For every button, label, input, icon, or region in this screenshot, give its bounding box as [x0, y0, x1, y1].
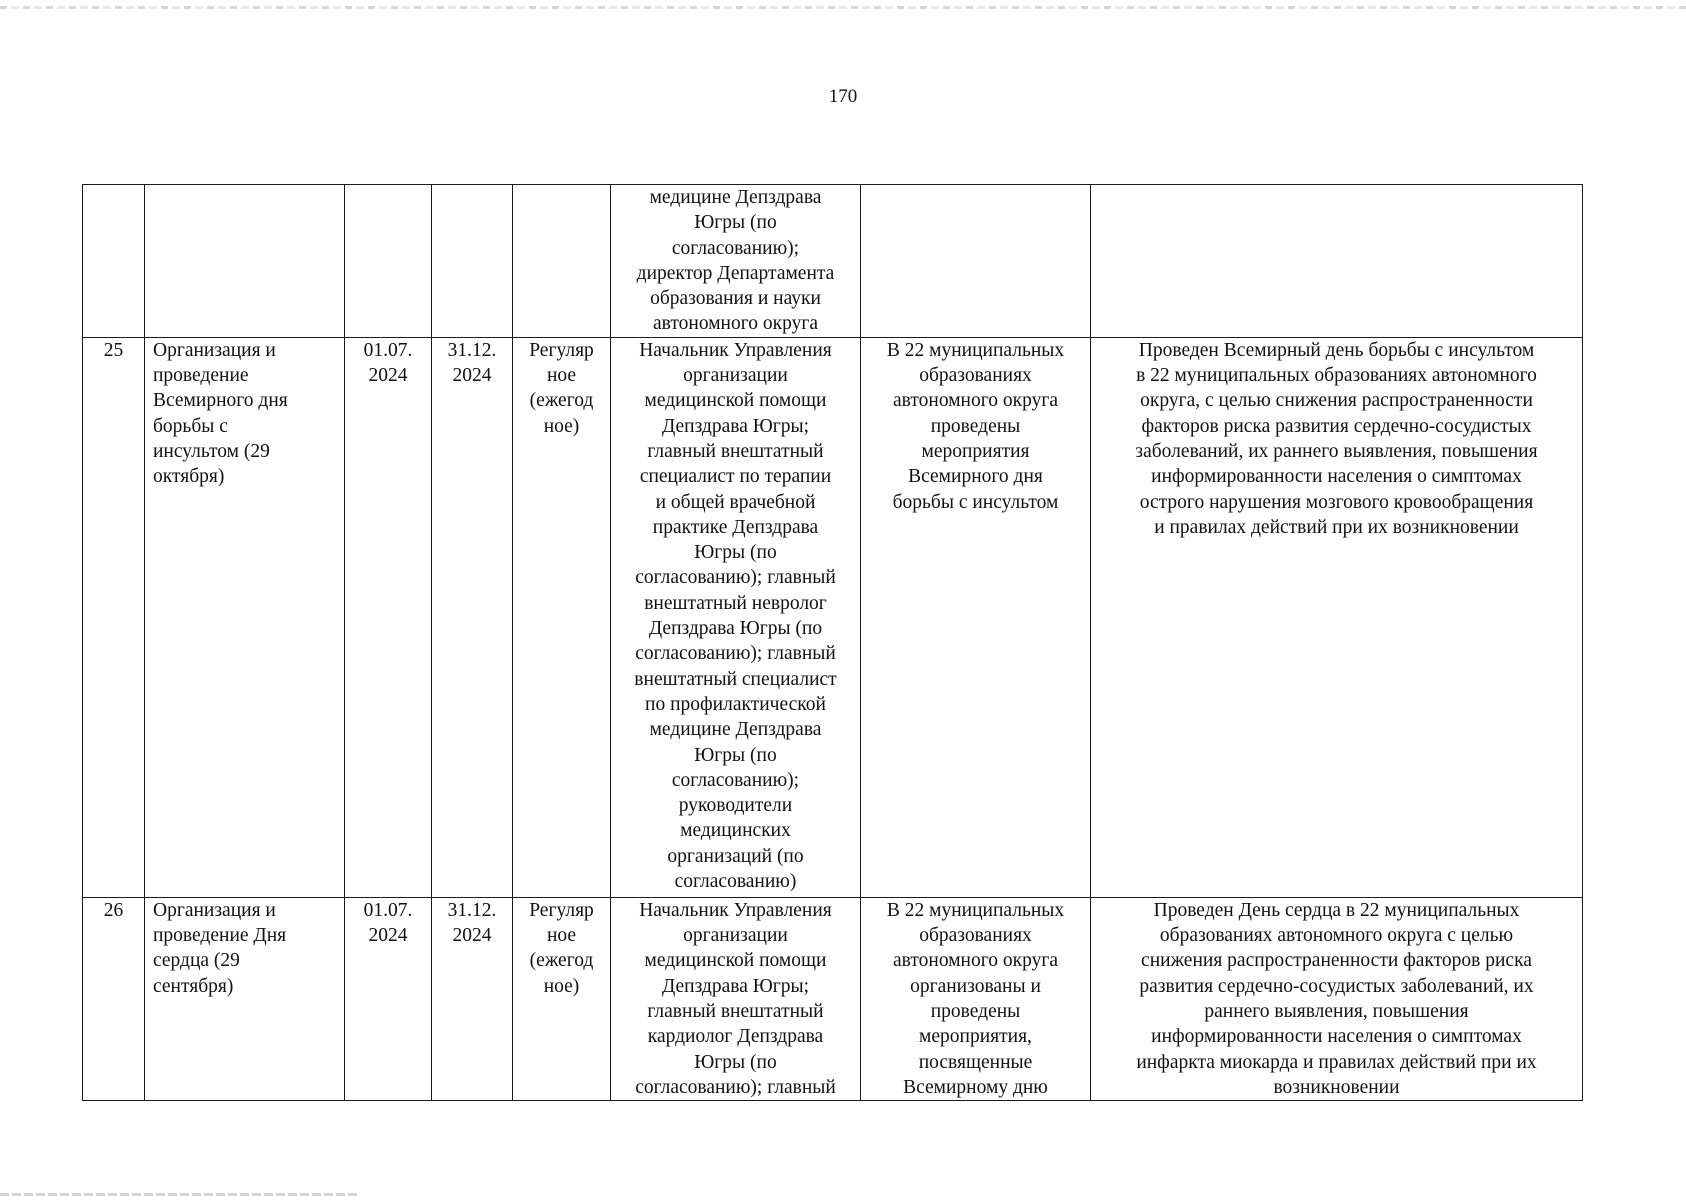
cell-responsible: Начальник Управления организации медицинской помощи Депздрава Югры; главный внештатный кардиолог Депздрава Югры (по согласованию); главный: [611, 897, 861, 1100]
cell-event: [145, 185, 345, 338]
cell-result: Проведен Всемирный день борьбы с инсультом в 22 муниципальных образованиях автономного округа, с целью снижения распространенности факторов риска развития сердечно-сосудистых заболеваний, их раннего выявления, повышения информированности населения о симптомах острого нарушения мозгового кровообращения и правилах действий при их возникновении: [1091, 337, 1583, 897]
cell-responsible: Начальник Управления организации медицинской помощи Депздрава Югры; главный внештатный специалист по терапии и общей врачебной практике Депздрава Югры (по согласованию); главный внештатный невролог Депздрава Югры (по согласованию); главный внештатный специалист по профилактической медицине Депздрава Югры (по согласованию); руководители медицинских организаций (по согласованию): [611, 337, 861, 897]
cell-number: 26: [83, 897, 145, 1100]
cell-event: Организация и проведение Дня сердца (29 сентября): [145, 897, 345, 1100]
scan-edge-bottom: [0, 1193, 360, 1196]
cell-frequency: Регуляр ное (ежегод ное): [513, 897, 611, 1100]
cell-number: [83, 185, 145, 338]
cell-end-date: 31.12. 2024: [432, 337, 513, 897]
cell-frequency: Регуляр ное (ежегод ное): [513, 337, 611, 897]
cell-indicator: В 22 муниципальных образованиях автономного округа организованы и проведены мероприятия, посвященные Всемирному дню: [861, 897, 1091, 1100]
cell-result: [1091, 185, 1583, 338]
cell-indicator: [861, 185, 1091, 338]
cell-end-date: 31.12. 2024: [432, 897, 513, 1100]
scan-edge-top: [0, 6, 1686, 9]
cell-event: Организация и проведение Всемирного дня борьбы с инсультом (29 октября): [145, 337, 345, 897]
table-row-continuation: [83, 185, 1583, 338]
cell-end-date: [432, 185, 513, 338]
cell-result: Проведен День сердца в 22 муниципальных образованиях автономного округа с целью снижения распространенности факторов риска развития сердечно-сосудистых заболеваний, их раннего выявления, повышения информированности населения о симптомах инфаркта миокарда и правилах действий при их возникновении: [1091, 897, 1583, 1100]
page-number: 170: [828, 86, 858, 107]
cell-start-date: 01.07. 2024: [345, 897, 432, 1100]
cell-start-date: [345, 185, 432, 338]
table-row-26: [83, 897, 1583, 1100]
cell-number: 25: [83, 337, 145, 897]
cell-indicator: В 22 муниципальных образованиях автономного округа проведены мероприятия Всемирного дня борьбы с инсультом: [861, 337, 1091, 897]
table-row-25: [83, 337, 1583, 897]
events-table: [82, 184, 1583, 1101]
cell-frequency: [513, 185, 611, 338]
cell-responsible: медицине Депздрава Югры (по согласованию); директор Департамента образования и науки автономного округа: [611, 185, 861, 338]
cell-start-date: 01.07. 2024: [345, 337, 432, 897]
